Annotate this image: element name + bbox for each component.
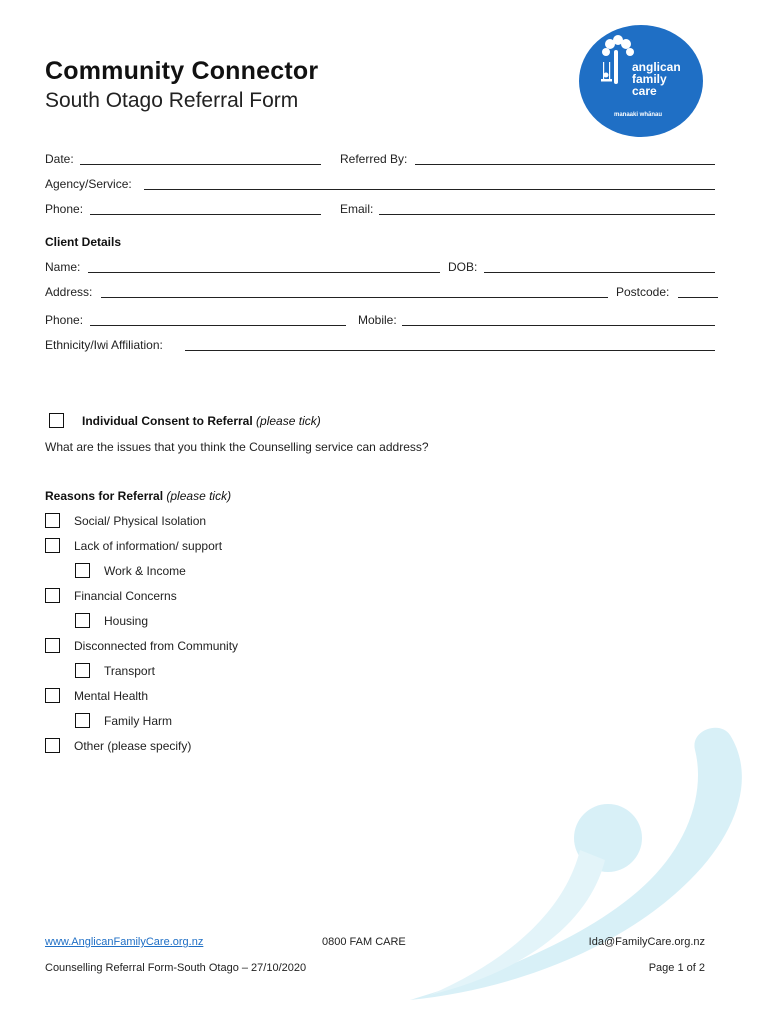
reason-label: Other (please specify) [74,738,192,753]
agency-label: Agency/Service: [45,177,132,191]
reason-label: Housing [104,613,149,628]
reason-label: Lack of information/ support [74,538,223,553]
reason-item [45,638,238,653]
reason-label: Transport [104,663,155,678]
consent-row [49,413,321,428]
referred-by-label: Referred By: [340,152,408,166]
reason-label: Work & Income [104,563,186,578]
reason-item [75,713,172,728]
date-field[interactable] [80,164,321,165]
referred-by-field[interactable] [415,164,715,165]
reason-label: Financial Concerns [74,588,177,603]
reason-item [75,663,155,678]
client-name-label: Name: [45,260,81,274]
reason-checkbox[interactable] [75,613,90,628]
address-label: Address: [45,285,93,299]
referrer-email-label: Email: [340,202,374,216]
reason-checkbox[interactable] [45,513,60,528]
mobile-field[interactable] [402,325,715,326]
ethnicity-field[interactable] [185,350,715,351]
reason-label: Mental Health [74,688,149,703]
reason-item [45,738,191,753]
reason-label: Social/ Physical Isolation [74,513,207,528]
reason-item [45,688,148,703]
consent-checkbox[interactable] [49,413,64,428]
dob-label: DOB: [448,260,478,274]
address-field[interactable] [101,297,608,298]
form-identifier: Counselling Referral Form-South Otago – 27/10/2020 [45,962,307,974]
reason-label: Family Harm [104,713,172,728]
footer-email: Ida@FamilyCare.org.nz [588,936,705,948]
client-phone-field[interactable] [90,325,346,326]
reason-checkbox[interactable] [75,713,90,728]
organisation-logo [576,24,706,139]
client-phone-label: Phone: [45,313,84,327]
footer-phone: 0800 FAM CARE [322,936,406,948]
reason-checkbox[interactable] [45,588,60,603]
consent-label: Individual Consent to Referral (please tick) [82,413,321,428]
referrer-phone-field[interactable] [90,214,321,215]
ethnicity-label: Ethnicity/Iwi Affiliation: [45,338,163,352]
logo-text-line1: anglican [632,60,681,74]
reason-checkbox[interactable] [75,563,90,578]
dob-field[interactable] [484,272,715,273]
reason-checkbox[interactable] [45,638,60,653]
referrer-phone-label: Phone: [45,202,84,216]
client-name-field[interactable] [88,272,440,273]
referrer-email-field[interactable] [379,214,715,215]
reasons-heading: Reasons for Referral (please tick) [45,489,232,503]
reason-checkbox[interactable] [45,738,60,753]
reason-checkbox[interactable] [75,663,90,678]
reason-checkbox[interactable] [45,688,60,703]
reason-item [45,538,222,553]
date-label: Date: [45,152,74,166]
reason-item [75,613,148,628]
logo-tagline: manaaki whānau [614,112,663,118]
logo-text-line3: care [632,84,657,98]
client-details-heading: Client Details [45,235,122,249]
reason-item [75,563,186,578]
reason-item [45,588,177,603]
page-subtitle: South Otago Referral Form [45,89,299,112]
reason-label: Disconnected from Community [74,638,239,653]
postcode-label: Postcode: [616,285,670,299]
reason-checkbox[interactable] [45,538,60,553]
website-link[interactable]: www.AnglicanFamilyCare.org.nz [45,936,204,948]
page-title: Community Connector [45,57,319,85]
page-number: Page 1 of 2 [648,962,705,974]
mobile-label: Mobile: [358,313,397,327]
postcode-field[interactable] [678,297,718,298]
reason-item [45,513,206,528]
issues-question: What are the issues that you think the Counselling service can address? [45,440,429,454]
logo-text-line2: family [632,72,667,86]
decorative-swirl [390,720,770,1020]
agency-field[interactable] [144,189,715,190]
